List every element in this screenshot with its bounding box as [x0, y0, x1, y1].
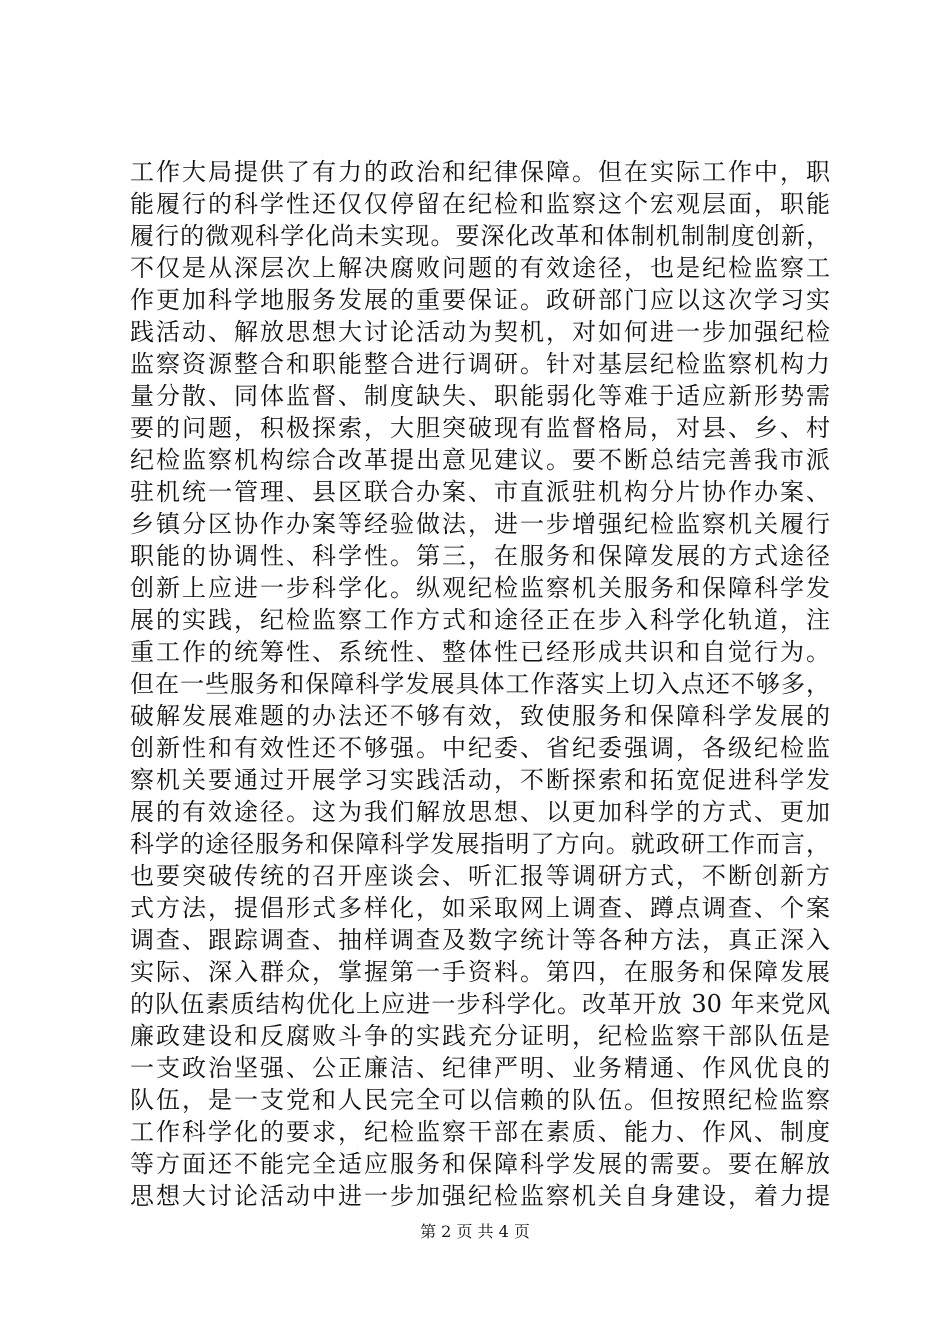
text-line: 廉政建设和反腐败斗争的实践充分证明，纪检监察干部队伍是	[130, 1022, 830, 1050]
text-line: 实际、深入群众，掌握第一手资料。第四，在服务和保障发展	[130, 958, 830, 986]
text-line: 量分散、同体监督、制度缺失、职能弱化等难于适应新形势需	[130, 382, 830, 410]
text-line: 察机关要通过开展学习实践活动，不断探索和拓宽促进科学发	[130, 766, 830, 794]
text-line: 一支政治坚强、公正廉洁、纪律严明、业务精通、作风优良的	[130, 1054, 830, 1082]
text-line: 作更加科学地服务发展的重要保证。政研部门应以这次学习实	[130, 286, 830, 314]
text-line: 破解发展难题的办法还不够有效，致使服务和保障科学发展的	[130, 702, 830, 730]
text-line: 等方面还不能完全适应服务和保障科学发展的需要。要在解放	[130, 1150, 830, 1178]
text-line: 履行的微观科学化尚未实现。要深化改革和体制机制制度创新，	[130, 222, 830, 250]
text-line: 队伍，是一支党和人民完全可以信赖的队伍。但按照纪检监察	[130, 1086, 830, 1114]
text-line: 创新性和有效性还不够强。中纪委、省纪委强调，各级纪检监	[130, 734, 830, 762]
text-line: 也要突破传统的召开座谈会、听汇报等调研方式，不断创新方	[130, 862, 830, 890]
page-footer: 第 2 页 共 4 页	[420, 1222, 530, 1241]
text-line: 展的实践，纪检监察工作方式和途径正在步入科学化轨道，注	[130, 606, 830, 634]
text-line: 纪检监察机构综合改革提出意见建议。要不断总结完善我市派	[130, 446, 830, 474]
text-line: 但在一些服务和保障科学发展具体工作落实上切入点还不够多，	[130, 670, 830, 698]
text-line: 工作科学化的要求，纪检监察干部在素质、能力、作风、制度	[130, 1118, 830, 1146]
text-line: 职能的协调性、科学性。第三，在服务和保障发展的方式途径	[130, 542, 830, 570]
text-line: 展的有效途径。这为我们解放思想、以更加科学的方式、更加	[130, 798, 830, 826]
text-line: 践活动、解放思想大讨论活动为契机，对如何进一步加强纪检	[130, 318, 830, 346]
text-line: 科学的途径服务和保障科学发展指明了方向。就政研工作而言，	[130, 830, 830, 858]
text-line: 监察资源整合和职能整合进行调研。针对基层纪检监察机构力	[130, 350, 830, 378]
text-line: 创新上应进一步科学化。纵观纪检监察机关服务和保障科学发	[130, 574, 830, 602]
text-line: 重工作的统筹性、系统性、整体性已经形成共识和自觉行为。	[130, 638, 830, 666]
text-line: 能履行的科学性还仅仅停留在纪检和监察这个宏观层面，职能	[130, 190, 830, 218]
text-line: 要的问题，积极探索，大胆突破现有监督格局，对县、乡、村	[130, 414, 830, 442]
text-line: 的队伍素质结构优化上应进一步科学化。改革开放 30 年来党风	[130, 990, 830, 1018]
text-line: 工作大局提供了有力的政治和纪律保障。但在实际工作中，职	[130, 158, 830, 186]
text-line: 式方法，提倡形式多样化，如采取网上调查、蹲点调查、个案	[130, 894, 830, 922]
text-line: 乡镇分区协作办案等经验做法，进一步增强纪检监察机关履行	[130, 510, 830, 538]
text-line: 思想大讨论活动中进一步加强纪检监察机关自身建设，着力提	[130, 1182, 830, 1210]
text-line: 不仅是从深层次上解决腐败问题的有效途径，也是纪检监察工	[130, 254, 830, 282]
document-body	[130, 156, 830, 1212]
text-line: 调查、跟踪调查、抽样调查及数字统计等各种方法，真正深入	[130, 926, 830, 954]
text-line: 驻机统一管理、县区联合办案、市直派驻机构分片协作办案、	[130, 478, 830, 506]
